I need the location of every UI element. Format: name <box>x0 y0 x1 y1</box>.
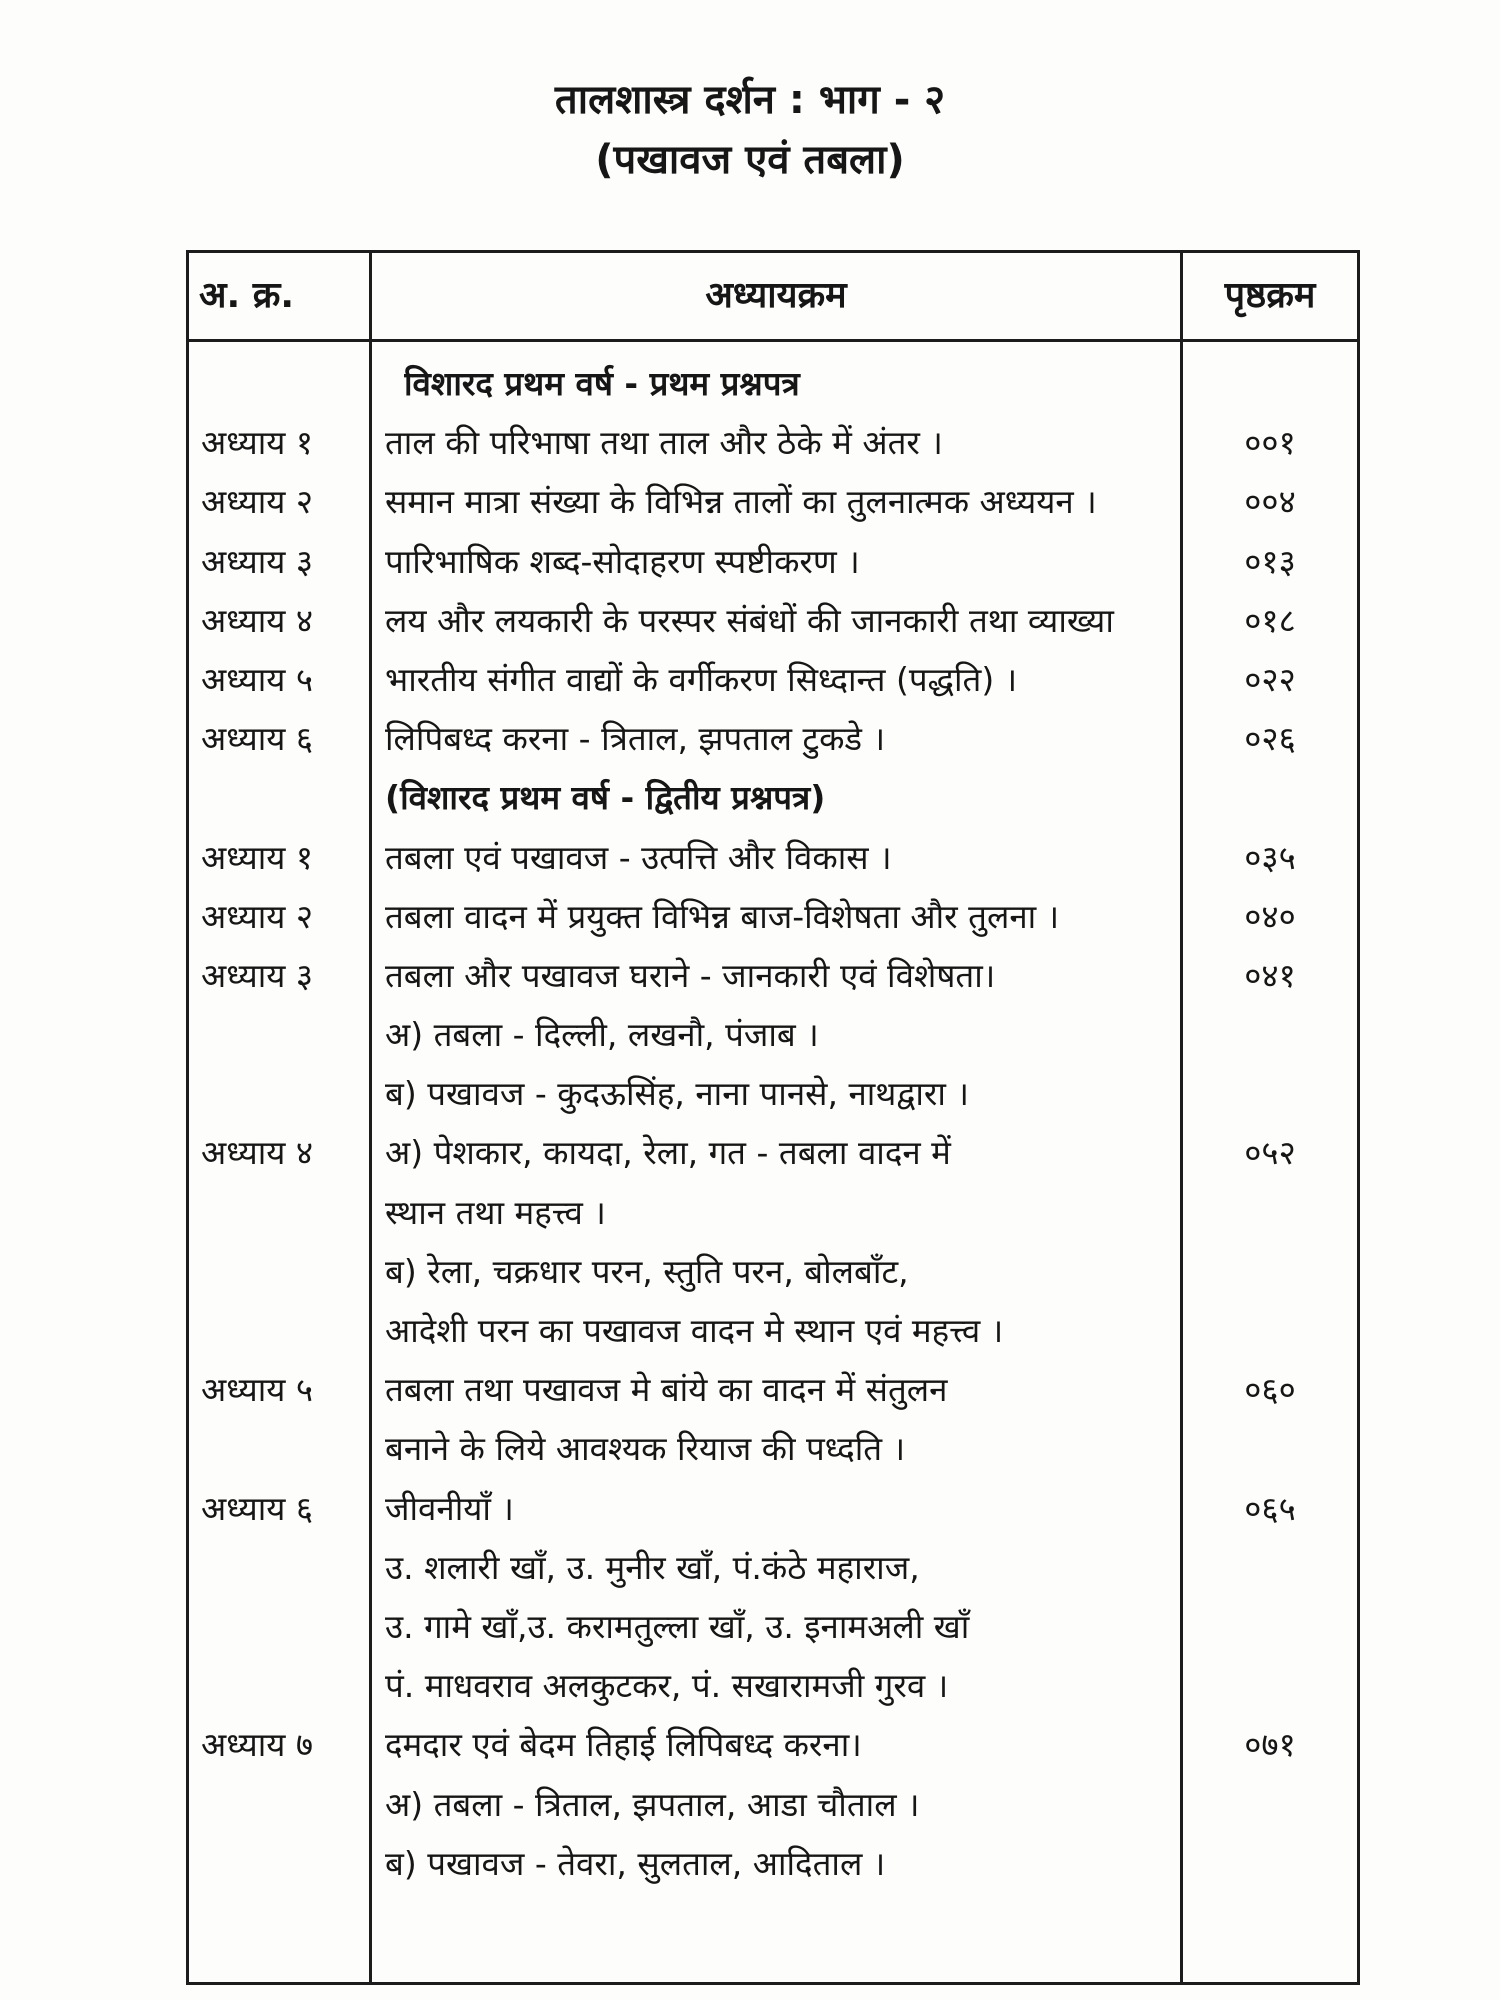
section-title: विशारद प्रथम वर्ष - प्रथम प्रश्नपत्र <box>404 364 800 403</box>
table-row <box>189 591 1357 650</box>
chapter-number: अध्याय ५ <box>201 1370 314 1410</box>
table-row <box>189 887 1357 946</box>
page-number: ०५२ <box>1244 1133 1296 1173</box>
table-row <box>189 828 1357 887</box>
chapter-title: उ. गामे खाँ,उ. करामतुल्ला खाँ, उ. इनामअली खाँ <box>385 1606 970 1646</box>
chapter-number: अध्याय ३ <box>201 541 314 581</box>
section-heading-row <box>189 354 1357 413</box>
page-number: ०३५ <box>1244 837 1296 877</box>
page-number: ०२६ <box>1244 719 1296 759</box>
chapter-number: अध्याय ४ <box>201 600 314 640</box>
chapter-title: ताल की परिभाषा तथा ताल और ठेके में अंतर । <box>385 423 943 463</box>
table-row <box>189 1656 1357 1715</box>
table-row <box>189 1775 1357 1834</box>
chapter-title: बनाने के लिये आवश्यक रियाज की पध्दति । <box>385 1429 906 1469</box>
document-title: तालशास्त्र दर्शन : भाग - २ <box>554 77 946 123</box>
table-row <box>189 1597 1357 1656</box>
table-row <box>189 946 1357 1005</box>
chapter-title: पारिभाषिक शब्द-सोदाहरण स्पष्टीकरण । <box>385 541 860 581</box>
table-row <box>189 1242 1357 1301</box>
chapter-title: स्थान तथा महत्त्व । <box>385 1192 606 1232</box>
page-number: ०६० <box>1244 1370 1296 1410</box>
table-row <box>189 1301 1357 1360</box>
table-row <box>189 709 1357 768</box>
chapter-number: अध्याय ३ <box>201 955 314 995</box>
chapter-number: अध्याय २ <box>201 896 314 936</box>
document-subtitle: (पखावज एवं तबला) <box>595 137 905 183</box>
table-row <box>189 1183 1357 1242</box>
section-title: (विशारद प्रथम वर्ष - द्वितीय प्रश्नपत्र) <box>385 778 826 818</box>
chapter-title: दमदार एवं बेदम तिहाई लिपिबध्द करना। <box>385 1725 862 1765</box>
page-number: ०२२ <box>1244 659 1296 699</box>
table-row <box>189 650 1357 709</box>
column-header-chapter: अध्यायक्रम <box>705 275 847 316</box>
column-header-page: पृष्ठक्रम <box>1224 275 1316 316</box>
chapter-number: अध्याय ७ <box>201 1725 314 1765</box>
chapter-title: अ) तबला - त्रिताल, झपताल, आडा चौताल । <box>385 1784 920 1824</box>
chapter-number: अध्याय ६ <box>201 719 314 759</box>
table-row <box>189 1123 1357 1182</box>
column-header-number: अ. क्र. <box>199 275 295 316</box>
table-row <box>189 1715 1357 1774</box>
chapter-title: अ) तबला - दिल्ली, लखनौ, पंजाब । <box>385 1015 819 1055</box>
page-number: ०७१ <box>1244 1725 1296 1765</box>
table-of-contents <box>186 250 1360 1985</box>
table-body <box>189 354 1357 1893</box>
page-number: ०४१ <box>1244 955 1296 995</box>
page-number: ००४ <box>1244 482 1296 522</box>
chapter-title: तबला वादन में प्रयुक्त विभिन्न बाज-विशेषता और तुलना । <box>385 896 1060 936</box>
page-number: ००१ <box>1244 423 1296 463</box>
table-row <box>189 1419 1357 1478</box>
chapter-number: अध्याय ५ <box>201 659 314 699</box>
table-row <box>189 532 1357 591</box>
page-number: ०१८ <box>1244 600 1296 640</box>
table-row <box>189 1834 1357 1893</box>
chapter-number: अध्याय ६ <box>201 1488 314 1528</box>
chapter-number: अध्याय ४ <box>201 1133 314 1173</box>
chapter-title: आदेशी परन का पखावज वादन मे स्थान एवं महत्त्व । <box>385 1311 1004 1350</box>
chapter-title: तबला तथा पखावज मे बांये का वादन में संतुलन <box>385 1370 948 1410</box>
chapter-title: ब) पखावज - कुदऊसिंह, नाना पानसे, नाथद्वारा । <box>385 1074 969 1114</box>
chapter-title: उ. शलारी खाँ, उ. मुनीर खाँ, पं.कंठे महाराज, <box>385 1547 920 1587</box>
table-row <box>189 472 1357 531</box>
page-number: ०४० <box>1244 896 1296 936</box>
chapter-title: लय और लयकारी के परस्पर संबंधों की जानकारी तथा व्याख्या <box>385 600 1114 640</box>
chapter-title: ब) पखावज - तेवरा, सुलताल, आदिताल । <box>385 1843 886 1883</box>
chapter-title: ब) रेला, चक्रधार परन, स्तुति परन, बोलबाँट, <box>385 1251 909 1291</box>
chapter-number: अध्याय २ <box>201 482 314 522</box>
chapter-number: अध्याय १ <box>201 837 314 877</box>
table-row <box>189 1538 1357 1597</box>
header-divider <box>189 339 1357 342</box>
chapter-title: भारतीय संगीत वाद्यों के वर्गीकरण सिध्दान्त (पद्धति) । <box>385 659 1018 699</box>
chapter-title: तबला एवं पखावज - उत्पत्ति और विकास । <box>385 837 892 877</box>
chapter-title: तबला और पखावज घराने - जानकारी एवं विशेषता। <box>385 955 996 995</box>
page-number: ०६५ <box>1244 1488 1296 1528</box>
chapter-title: अ) पेशकार, कायदा, रेला, गत - तबला वादन में <box>385 1133 951 1173</box>
chapter-number: अध्याय १ <box>201 423 314 463</box>
chapter-title: समान मात्रा संख्या के विभिन्न तालों का तुलनात्मक अध्ययन । <box>385 482 1097 522</box>
section-heading-row <box>189 768 1357 827</box>
page-number: ०१३ <box>1244 541 1296 581</box>
table-row <box>189 1005 1357 1064</box>
chapter-title: जीवनीयाँ । <box>385 1488 514 1528</box>
table-row <box>189 1360 1357 1419</box>
chapter-title: पं. माधवराव अलकुटकर, पं. सखारामजी गुरव । <box>385 1666 949 1706</box>
table-row <box>189 413 1357 472</box>
table-row <box>189 1064 1357 1123</box>
document-header <box>0 70 1500 190</box>
chapter-title: लिपिबध्द करना - त्रिताल, झपताल टुकडे । <box>385 719 886 759</box>
table-row <box>189 1479 1357 1538</box>
